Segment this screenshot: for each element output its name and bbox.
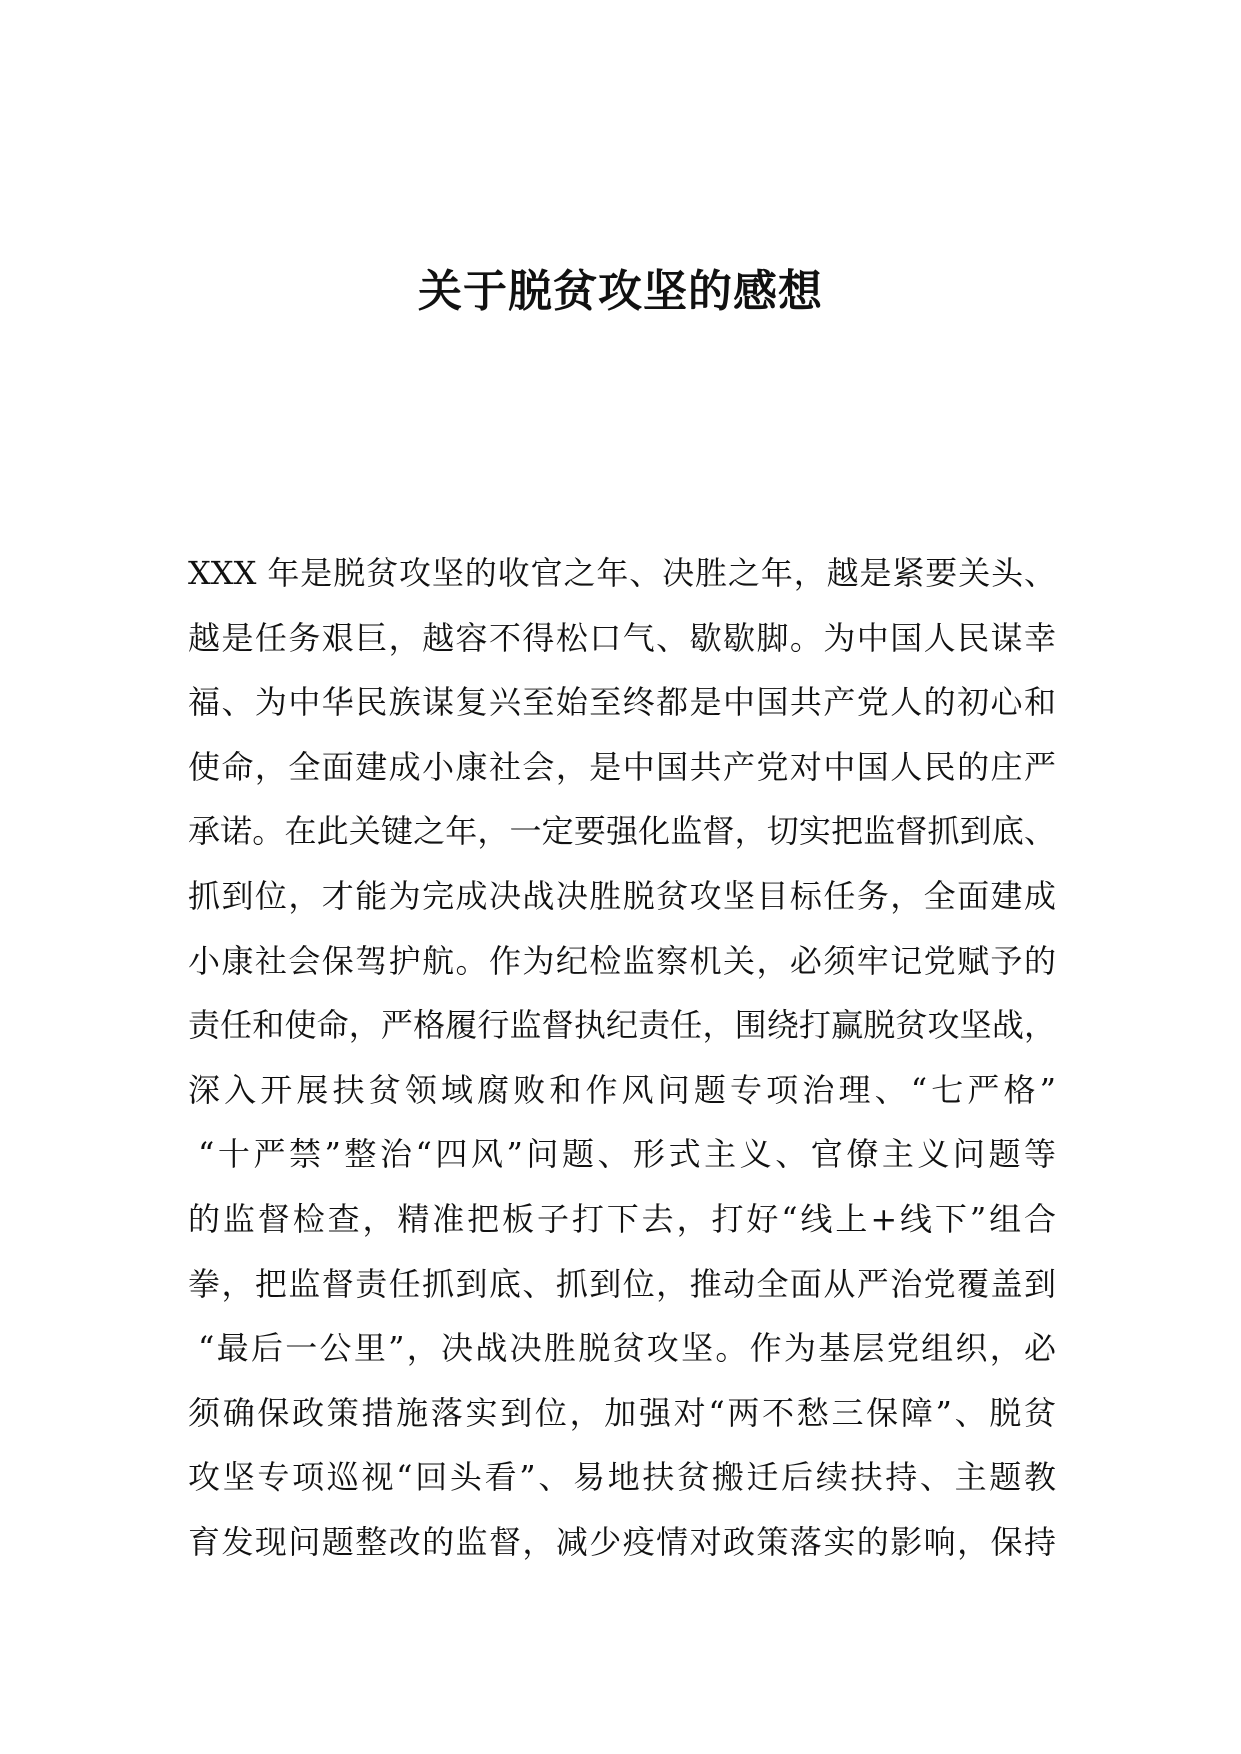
body-line: 福、为中华民族谋复兴至始至终都是中国共产党人的初心和	[188, 683, 1056, 722]
body-line: 深入开展扶贫领域腐败和作风问题专项治理、“七严格”	[188, 1070, 1056, 1109]
document-title: 关于脱贫攻坚的感想	[418, 266, 823, 317]
document-body	[188, 541, 1056, 1575]
body-line: XXX 年是脱贫攻坚的收官之年、决胜之年，越是紧要关头、	[188, 554, 1056, 592]
body-line: 攻坚专项巡视“回头看”、易地扶贫搬迁后续扶持、主题教	[188, 1458, 1056, 1497]
body-line: 育发现问题整改的监督，减少疫情对政策落实的影响，保持	[188, 1522, 1056, 1561]
body-line: 承诺。在此关键之年，一定要强化监督，切实把监督抓到底、	[188, 812, 1056, 851]
body-line: 拳，把监督责任抓到底、抓到位，推动全面从严治党覆盖到	[188, 1264, 1056, 1303]
body-line: 小康社会保驾护航。作为纪检监察机关，必须牢记党赋予的	[188, 941, 1056, 980]
body-line: “十严禁”整治“四风”问题、形式主义、官僚主义问题等	[198, 1135, 1056, 1174]
body-line: 越是任务艰巨，越容不得松口气、歇歇脚。为中国人民谋幸	[188, 618, 1056, 657]
body-line: 须确保政策措施落实到位，加强对“两不愁三保障”、脱贫	[188, 1393, 1056, 1432]
body-line: 抓到位，才能为完成决战决胜脱贫攻坚目标任务，全面建成	[188, 876, 1056, 915]
body-line: 使命，全面建成小康社会，是中国共产党对中国人民的庄严	[188, 747, 1056, 786]
body-line: 的监督检查，精准把板子打下去，打好“线上+线下”组合	[188, 1199, 1056, 1238]
body-line: “最后一公里”，决战决胜脱贫攻坚。作为基层党组织，必	[198, 1329, 1056, 1368]
body-line: 责任和使命，严格履行监督执纪责任，围绕打赢脱贫攻坚战，	[188, 1006, 1056, 1045]
